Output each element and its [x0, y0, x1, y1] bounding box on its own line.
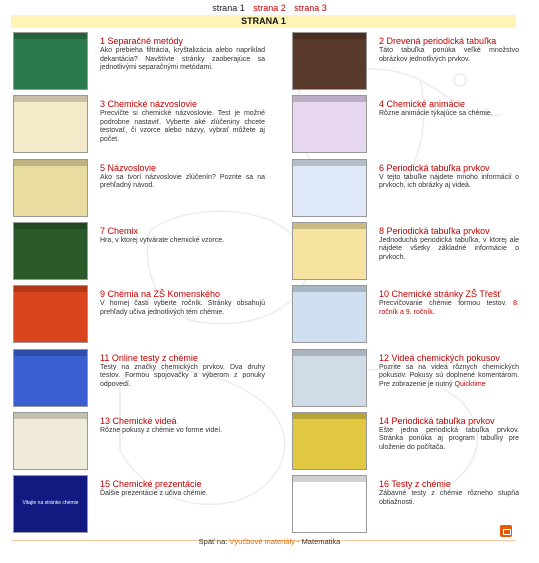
thumbnail-caption: Vitajte na stránke chémie: [22, 500, 79, 507]
item-description: V tejto tabuľke nájdete mnoho informácií o prvkoch, ich obrázky aj videá.: [379, 173, 519, 190]
item-description: V hornej časti vyberte ročník. Stránky obsahujú prehľady učiva jednotlivých tém chémie.: [100, 300, 265, 316]
item-title-link[interactable]: 11 Online testy z chémie: [100, 352, 198, 363]
list-item[interactable]: [11, 410, 519, 470]
item-description: Zábavné testy z chémie rôzneho stupňa obtiažnosti.: [379, 490, 519, 506]
item-description: Táto tabuľka ponúka veľké množstvo obrázkov jednotlivých prvkov.: [379, 47, 519, 63]
thumbnail-image[interactable]: [292, 95, 367, 153]
item-title-link[interactable]: 1 Separačné metódy: [100, 36, 184, 46]
item-title-link[interactable]: 14 Periodická tabuľka prvkov: [379, 415, 495, 426]
list-item[interactable]: [11, 283, 519, 343]
page-link-3[interactable]: strana 3: [294, 3, 327, 13]
item-text: [379, 99, 519, 119]
description-text-end: .: [432, 308, 435, 316]
thumbnail-stripe: [293, 350, 366, 356]
item-description: Ešte jedna periodická tabuľka prvkov. Stránka ponúka aj program tabuľky pre uloženie do počítača.: [379, 426, 519, 451]
item-description: Ako prebieha filtrácia, kryštalizácia alebo napríklad dekantácia? Navštívte stránky zaoberajúce sa jednotlivými separačnými metódami.: [100, 47, 265, 72]
list-item[interactable]: [11, 220, 519, 280]
thumbnail-image[interactable]: [292, 349, 367, 407]
thumbnail-stripe: [293, 160, 366, 166]
footer-separator: -: [296, 537, 300, 546]
footer-prefix: Späť na:: [198, 537, 228, 546]
page-title: STRANA 1: [11, 15, 516, 28]
item-description: [379, 364, 519, 390]
pagination: [0, 3, 539, 13]
thumbnail-image[interactable]: [292, 412, 367, 470]
item-description: Rôzne pokusy z chémie vo forme videí.: [100, 426, 223, 434]
list-item[interactable]: [11, 473, 519, 533]
footer-link-math[interactable]: Matematika: [301, 537, 341, 546]
item-title-link[interactable]: 2 Drevená periodická tabuľka: [379, 36, 497, 46]
thumbnail-stripe: [293, 33, 366, 39]
item-description: Precvičte si chemické názvoslovie. Test je možné podrobne nastaviť. Vyberte aké zlúčeniny chcete testovať, či vzorce alebo názvy, vybrať môžete aj počet.: [100, 110, 265, 144]
item-title-link[interactable]: 15 Chemické prezentácie: [100, 479, 202, 490]
list-item[interactable]: [11, 30, 519, 90]
item-description: [379, 300, 519, 317]
thumbnail-stripe: [293, 476, 366, 482]
item-title-link[interactable]: 5 Názvoslovie: [100, 162, 157, 173]
page-current: strana 1: [212, 3, 245, 13]
item-description: Rôzne animácie týkajúce sa chémie.: [379, 110, 493, 118]
description-link[interactable]: 8. ročník a 9. ročník: [379, 300, 519, 316]
page-link-2[interactable]: strana 2: [253, 3, 286, 13]
item-description: Jednoduchá periodická tabuľka, v ktorej ale nájdete všetky základné informácie o prvkoch.: [379, 236, 519, 262]
item-title-link[interactable]: 6 Periodická tabuľka prvkov: [379, 162, 490, 173]
item-title-link[interactable]: 4 Chemické animácie: [379, 99, 466, 110]
item-text: [379, 163, 519, 191]
item-text: [379, 416, 519, 453]
item-description: Ako sa tvorí názvoslovie zlúčenín? Pozrite sa na prehľadný návod.: [100, 173, 265, 190]
thumbnail-image[interactable]: [292, 222, 367, 280]
thumbnail-stripe: [293, 223, 366, 229]
item-text: [379, 226, 519, 263]
description-text: Pozrite sa na videá rôznych chemických pokusov. Pokusy sú doplnené komentárom. Pre zobrazenie je nutný: [379, 363, 519, 388]
item-description: Testy na značky chemických prvkov. Dva druhy testov. Formou spojovačky a výberom z ponuky odpovedí.: [100, 363, 265, 388]
list-item[interactable]: [11, 93, 493, 153]
item-description: Ďalšie prezentácie z učiva chémie.: [100, 490, 208, 498]
item-title-link[interactable]: 7 Chemix: [100, 225, 139, 236]
item-description: Hra, v ktorej vytvárate chemické vzorce.: [100, 236, 225, 244]
thumbnail-stripe: [293, 413, 366, 419]
footer: [0, 537, 539, 546]
description-text: Precvičovanie chémie formou testov.: [379, 300, 514, 308]
list-item[interactable]: [11, 157, 519, 217]
item-title-link[interactable]: 3 Chemické názvoslovie: [100, 99, 198, 110]
thumbnail-image[interactable]: [292, 285, 367, 343]
thumbnail-image[interactable]: [292, 475, 367, 533]
item-text: [379, 353, 519, 390]
item-text: [379, 479, 519, 507]
thumbnail-image[interactable]: [292, 159, 367, 217]
item-title-link[interactable]: 9 Chémia na ZŠ Komenského: [100, 289, 221, 300]
thumbnail-stripe: [293, 96, 366, 102]
list-item[interactable]: [11, 347, 519, 407]
item-text: [379, 289, 519, 317]
item-title-link[interactable]: 8 Periodická tabuľka prvkov: [379, 225, 490, 236]
item-title-link[interactable]: 13 Chemické videá: [100, 415, 177, 426]
thumbnail-image[interactable]: [292, 32, 367, 90]
thumbnail-stripe: [293, 286, 366, 292]
footer-link-materials[interactable]: Výučbové materiály: [229, 537, 295, 546]
item-title-link[interactable]: 10 Chemické stránky ZŠ Třešť: [379, 289, 501, 300]
item-title-link[interactable]: 16 Testy z chémie: [379, 479, 451, 490]
item-title-link[interactable]: 12 Videá chemických pokusov: [379, 352, 500, 363]
description-link[interactable]: Quicktime: [454, 380, 486, 388]
pdf-icon[interactable]: [500, 525, 512, 537]
item-text: [379, 36, 519, 64]
